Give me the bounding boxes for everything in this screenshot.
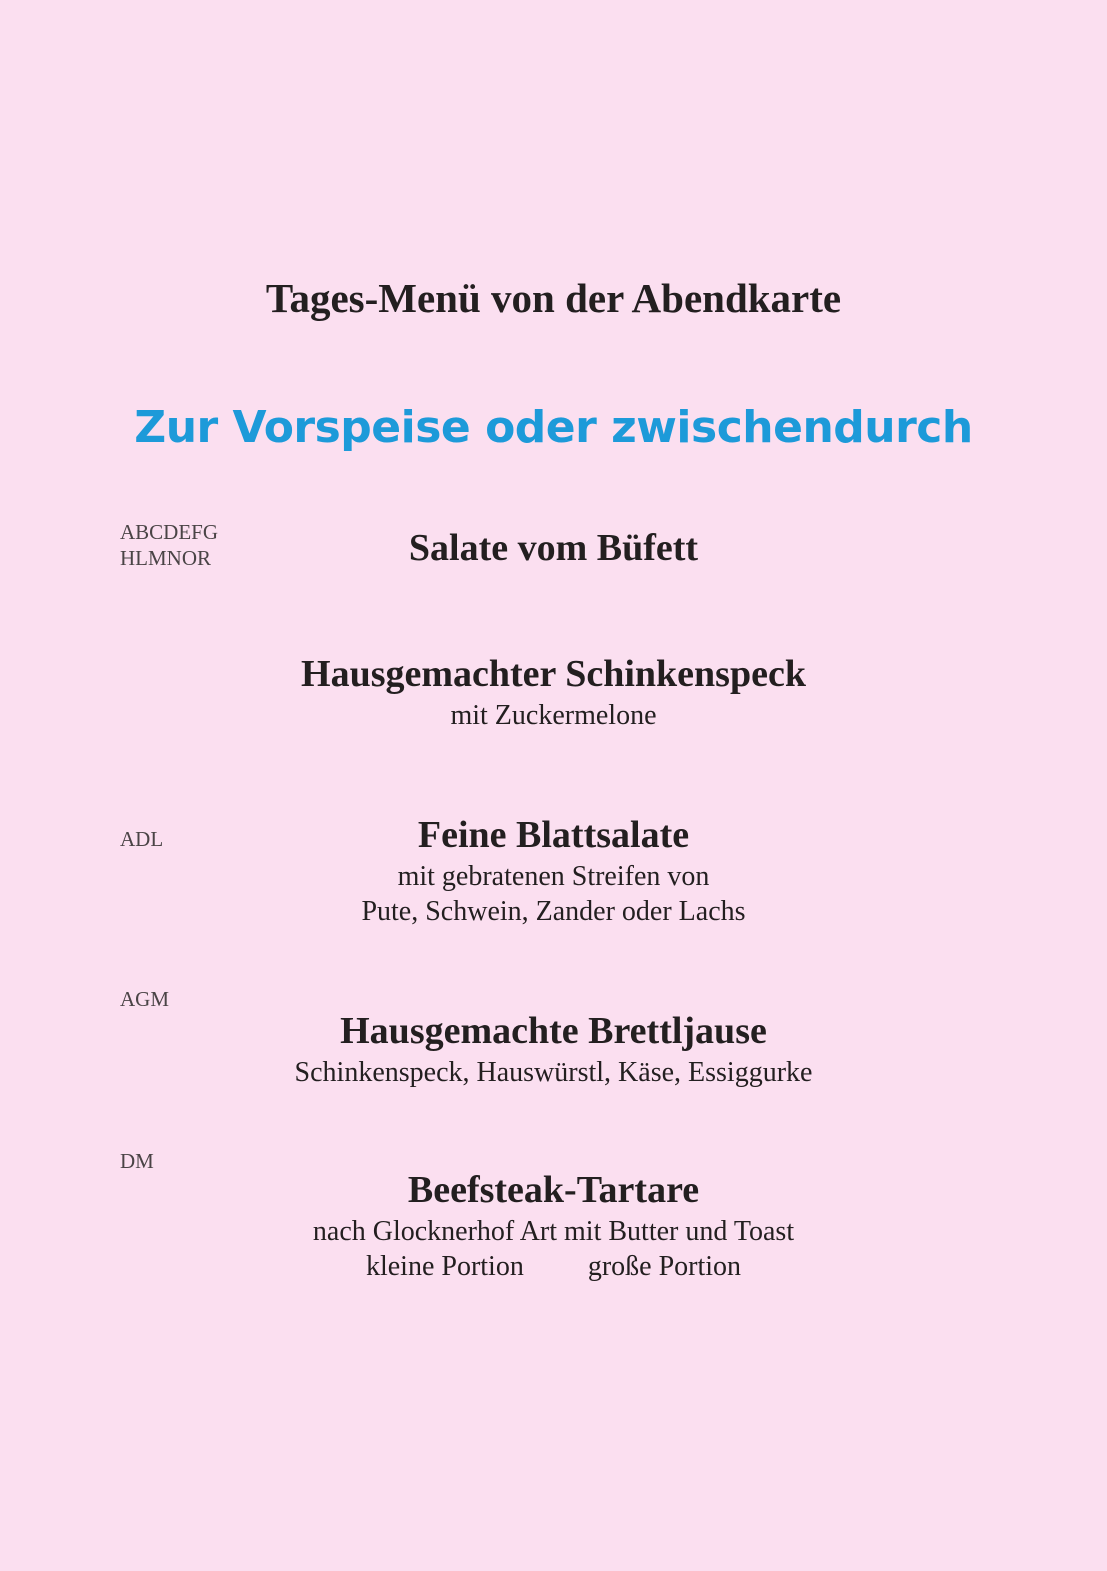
allergen-codes: DM bbox=[120, 1149, 154, 1173]
section-heading: Zur Vorspeise oder zwischendurch bbox=[134, 402, 973, 453]
portion-options bbox=[0, 1249, 1107, 1284]
dish-item bbox=[0, 1166, 1107, 1284]
dish-name: Beefsteak-Tartare bbox=[407, 1169, 700, 1211]
dish-description: nach Glocknerhof Art mit Butter und Toast bbox=[312, 1216, 795, 1247]
dish-description: mit Zuckermelone bbox=[450, 700, 657, 731]
allergen-codes: ADL bbox=[120, 827, 164, 851]
dish-description: Schinkenspeck, Hauswürstl, Käse, Essiggurke bbox=[294, 1057, 813, 1088]
dish-name: Feine Blattsalate bbox=[417, 814, 690, 856]
page-title: Tages-Menü von der Abendkarte bbox=[265, 275, 842, 321]
portion-large: große Portion bbox=[587, 1251, 742, 1282]
dish-name: Hausgemachter Schinkenspeck bbox=[301, 653, 806, 695]
dish-name: Salate vom Büfett bbox=[408, 527, 699, 569]
dish-description: Pute, Schwein, Zander oder Lachs bbox=[361, 896, 746, 927]
dish-name: Hausgemachte Brettljause bbox=[340, 1010, 767, 1052]
dish-item bbox=[0, 650, 1107, 733]
portion-small: kleine Portion bbox=[365, 1251, 524, 1282]
allergen-codes: AGM bbox=[120, 987, 170, 1011]
allergen-codes: ABCDEFG HLMNOR bbox=[120, 520, 219, 570]
dish-description: mit gebratenen Streifen von bbox=[397, 861, 710, 892]
dish-item bbox=[0, 811, 1107, 929]
dish-item bbox=[0, 1007, 1107, 1090]
dish-item bbox=[0, 524, 1107, 572]
